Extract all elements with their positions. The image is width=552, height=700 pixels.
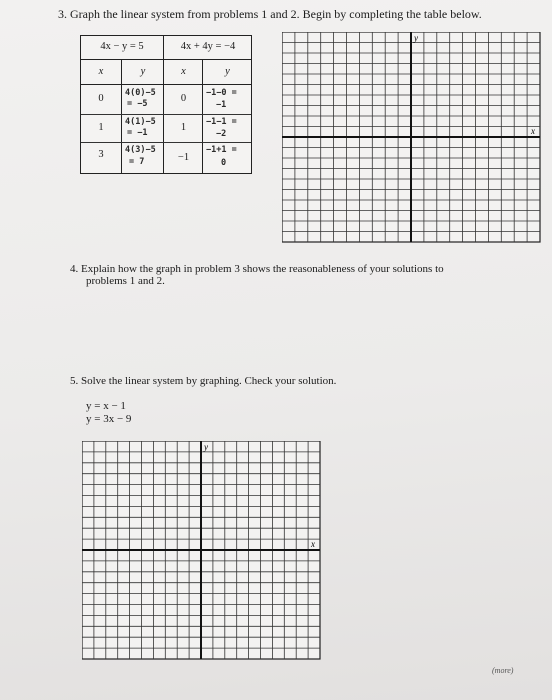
x-axis-label: x bbox=[311, 539, 315, 549]
values-table bbox=[80, 35, 252, 174]
coordinate-grid-problem-3 bbox=[282, 32, 542, 244]
x-axis-label: x bbox=[531, 126, 535, 136]
handwritten-work: 4(1)−5 bbox=[125, 117, 156, 127]
handwritten-work: −1+1 = bbox=[206, 145, 237, 155]
table-header-eq2: 4x + 4y = −4 bbox=[180, 41, 236, 52]
x-value: 0 bbox=[98, 93, 104, 104]
column-x-label: x bbox=[98, 66, 104, 77]
system-equation-1: y = x − 1 bbox=[86, 400, 126, 412]
handwritten-work: −1−1 = bbox=[206, 117, 237, 127]
problem-4-line-1: 4. Explain how the graph in problem 3 shows the reasonableness of your solutions to bbox=[70, 263, 444, 275]
handwritten-work: 4(0)−5 bbox=[125, 88, 156, 98]
handwritten-answer: = −1 bbox=[127, 128, 148, 138]
table-divider bbox=[81, 142, 251, 143]
x-value: 3 bbox=[98, 149, 104, 160]
y-axis-label: y bbox=[414, 33, 418, 43]
handwritten-answer: −1 bbox=[216, 100, 227, 110]
handwritten-answer: −2 bbox=[216, 129, 227, 139]
column-x-label: x bbox=[181, 66, 186, 77]
handwritten-answer: = −5 bbox=[127, 99, 148, 109]
handwritten-answer: = 7 bbox=[129, 157, 145, 167]
table-divider bbox=[81, 84, 251, 85]
handwritten-answer: 0 bbox=[221, 158, 227, 168]
table-header-eq1: 4x − y = 5 bbox=[100, 41, 144, 52]
x-value: 1 bbox=[98, 122, 104, 133]
problem-4-line-2: problems 1 and 2. bbox=[86, 275, 165, 287]
problem-4-question bbox=[70, 263, 444, 287]
y-axis-label: y bbox=[204, 442, 208, 452]
x-value: 1 bbox=[180, 122, 187, 133]
problem-5-instruction: 5. Solve the linear system by graphing. Check your solution. bbox=[70, 375, 337, 387]
handwritten-work: 4(3)−5 bbox=[125, 145, 156, 155]
system-equation-2: y = 3x − 9 bbox=[86, 413, 132, 425]
column-y-label: y bbox=[140, 66, 146, 77]
more-indicator: (more) bbox=[492, 666, 514, 675]
x-value: 0 bbox=[180, 93, 187, 104]
column-y-label: y bbox=[225, 66, 230, 77]
table-divider bbox=[81, 59, 251, 60]
handwritten-work: −1−0 = bbox=[206, 88, 237, 98]
table-divider bbox=[81, 114, 251, 115]
coordinate-grid-problem-5 bbox=[82, 441, 322, 661]
x-value: −1 bbox=[177, 152, 190, 163]
problem-3-instruction: 3. Graph the linear system from problems 1 and 2. Begin by completing the table below. bbox=[58, 7, 482, 21]
